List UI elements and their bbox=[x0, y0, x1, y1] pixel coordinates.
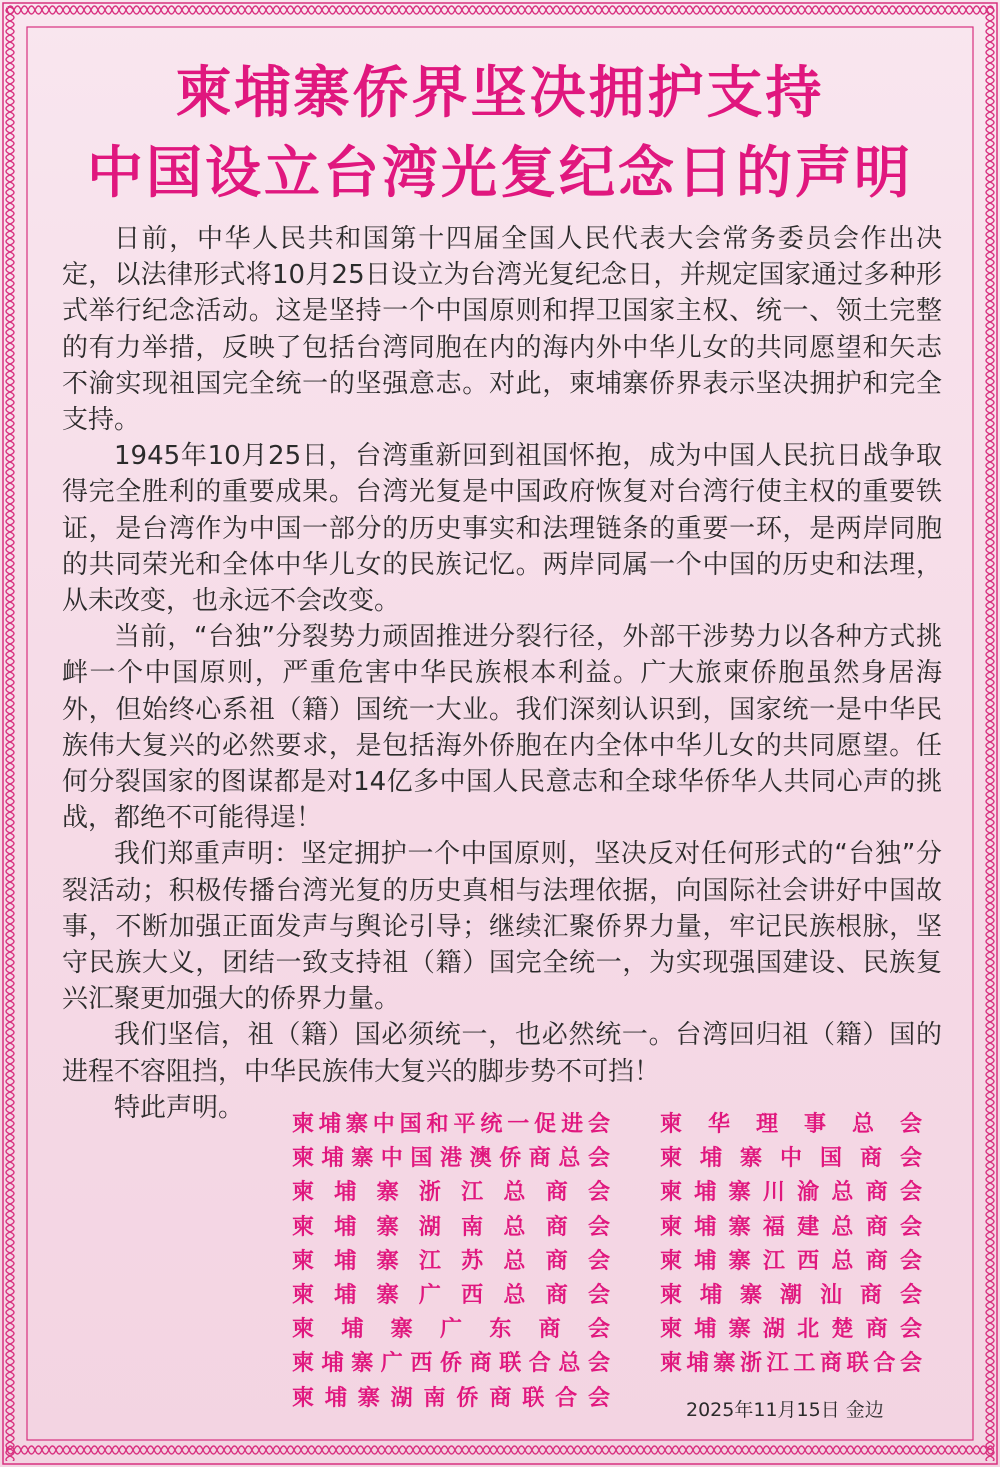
statement-body bbox=[62, 221, 942, 1126]
paragraph: 我们郑重声明：坚定拥护一个中国原则，坚决反对任何形式的“台独”分裂活动；积极传播台湾光复的历史真相与法理依据，向国际社会讲好中国故事，不断加强正面发声与舆论引导；继续汇聚侨界力量，牢记民族根脉，坚守民族大义，团结一致支持祖（籍）国完全统一，为实现强国建设、民族复兴汇聚更加强大的侨界力量。 bbox=[62, 839, 942, 1015]
signatory-org: 柬埔寨浙江总商会 bbox=[292, 1180, 610, 1206]
signatory-org: 柬埔寨浙江工商联合会 bbox=[660, 1351, 922, 1377]
signatory-org: 柬埔寨广西侨商联合总会 bbox=[292, 1351, 610, 1377]
page-title-line-2: 中国设立台湾光复纪念日的声明 bbox=[87, 141, 913, 206]
signatory-org: 柬埔寨中国港澳侨商总会 bbox=[292, 1146, 610, 1172]
signatory-org: 柬埔寨广东商会 bbox=[292, 1317, 610, 1343]
closing-line: 特此声明。 bbox=[114, 1092, 245, 1123]
signatory-org: 柬埔寨中国商会 bbox=[660, 1146, 922, 1172]
paragraph: 当前，“台独”分裂势力顽固推进分裂行径，外部干涉势力以各种方式挑衅一个中国原则，严重危害中华民族根本利益。广大旅柬侨胞虽然身居海外，但始终心系祖（籍）国统一大业。我们深刻认识到，国家统一是中华民族伟大复兴的必然要求，是包括海外侨胞在内全体中华儿女的共同愿望。任何分裂国家的图谋都是对14亿多中国人民意志和全球华侨华人共同心声的挑战，都绝不可能得逞！ bbox=[62, 622, 942, 834]
paragraph: 1945年10月25日，台湾重新回到祖国怀抱，成为中国人民抗日战争取得完全胜利的重要成果。台湾光复是中国政府恢复对台湾行使主权的重要铁证，是台湾作为中国一部分的历史事实和法理链条的重要一环，是两岸同胞的共同荣光和全体中华儿女的民族记忆。两岸同属一个中国的历史和法理，从未改变，也永远不会改变。 bbox=[62, 441, 942, 617]
signatory-list bbox=[292, 1108, 932, 1416]
signatory-org: 柬埔寨川渝总商会 bbox=[660, 1180, 922, 1206]
signatory-org: 柬埔寨福建总商会 bbox=[660, 1214, 922, 1240]
signatory-org: 柬埔寨江西总商会 bbox=[660, 1248, 922, 1274]
date-location: 2025年11月15日 金边 bbox=[686, 1399, 884, 1421]
paragraph: 我们坚信，祖（籍）国必须统一，也必然统一。台湾回归祖（籍）国的进程不容阻挡，中华民族伟大复兴的脚步势不可挡！ bbox=[62, 1020, 942, 1087]
paragraph: 日前，中华人民共和国第十四届全国人民代表大会常务委员会作出决定，以法律形式将10月25日设立为台湾光复纪念日，并规定国家通过多种形式举行纪念活动。这是坚持一个中国原则和捍卫国家主权、统一、领土完整的有力举措，反映了包括台湾同胞在内的海内外中华儿女的共同愿望和矢志不渝实现祖国完全统一的坚强意志。对此，柬埔寨侨界表示坚决拥护和完全支持。 bbox=[62, 224, 942, 436]
signatory-org: 柬埔寨湖北楚商会 bbox=[660, 1317, 922, 1343]
signatory-org: 柬埔寨湖南侨商联合会 bbox=[292, 1385, 610, 1411]
signatory-org: 柬埔寨潮汕商会 bbox=[660, 1282, 922, 1308]
signatory-org: 柬埔寨江苏总商会 bbox=[292, 1248, 610, 1274]
signatory-org: 柬埔寨广西总商会 bbox=[292, 1282, 610, 1308]
page-title-line-1: 柬埔寨侨界坚决拥护支持 bbox=[175, 61, 825, 126]
signatory-org: 柬华理事总会 bbox=[660, 1112, 922, 1137]
signatory-org: 柬埔寨湖南总商会 bbox=[292, 1214, 610, 1240]
signatory-org: 柬埔寨中国和平统一促进会 bbox=[292, 1112, 610, 1137]
